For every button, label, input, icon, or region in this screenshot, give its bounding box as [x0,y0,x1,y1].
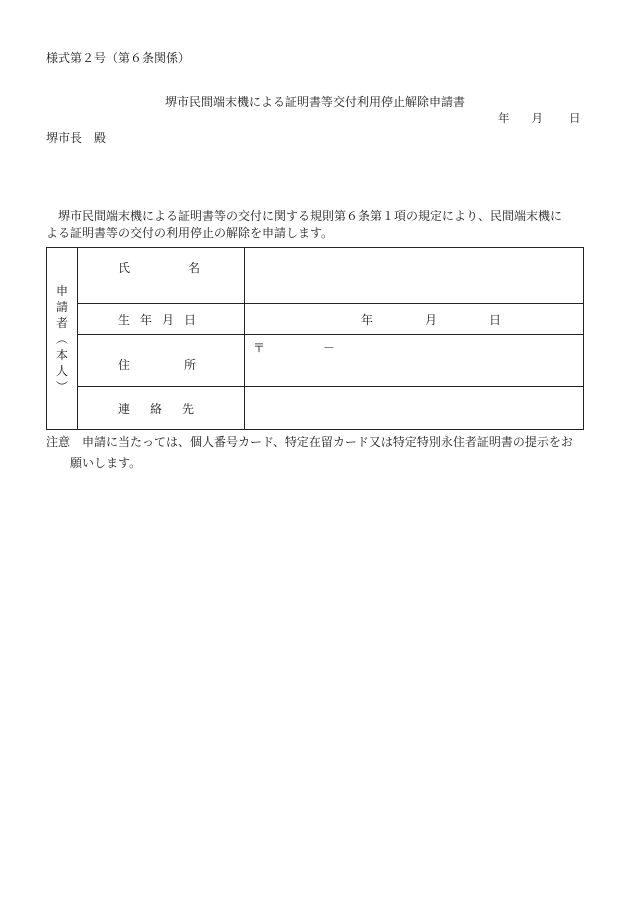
postal-mark: 〒 [253,341,266,355]
statement-line-2: よる証明書等の交付の利用停止の解除を申請します。 [46,226,334,240]
address-label-char: 所 [183,358,196,372]
dob-month: 月 [425,312,438,327]
note-line-1: 注意 申請に当たっては、個人番号カード、特定在留カード又は特定特別永住者証明書の提示をお [46,435,573,449]
name-field[interactable] [245,248,584,304]
date-month: 月 [531,111,543,125]
contact-field[interactable] [245,387,584,430]
contact-label-char: 絡 [149,401,162,416]
date-year: 年 [498,111,510,125]
side-char: ︶ [55,379,68,394]
side-char: 者 [55,315,68,330]
address-label-cell [78,335,245,387]
dob-day: 日 [489,312,502,327]
side-char: 人 [55,363,68,378]
name-label-char: 名 [187,261,200,275]
dob-label-char: 月 [161,312,174,327]
side-char: ︵ [55,331,68,346]
date-day: 日 [569,111,581,125]
application-statement [46,208,584,242]
name-label-cell [78,248,245,304]
name-label-char: 氏 [118,261,131,275]
address-field[interactable] [245,335,584,387]
dob-label-char: 生 [118,312,131,327]
applicant-table [46,247,584,430]
addressee: 堺市長 殿 [46,131,107,145]
dob-label-char: 年 [139,312,152,327]
postal-dash: － [323,341,336,355]
dob-label-cell [78,304,245,335]
statement-line-1: 堺市民間端末機による証明書等の交付に関する規則第６条第１項の規定により、民間端末機に [46,209,563,223]
side-char: 本 [55,347,68,362]
contact-label-char: 連 [118,401,131,416]
date-fields [498,111,581,125]
note-line-2: 願いします。 [70,456,142,470]
side-char: 申 [55,283,68,298]
dob-field[interactable] [245,304,584,335]
form-title: 堺市民間端末機による証明書等交付利用停止解除申請書 [164,95,465,109]
applicant-side-label [47,248,78,430]
dob-label-char: 日 [183,312,196,327]
contact-label-char: 先 [181,401,194,416]
form-number: 様式第２号（第６条関係） [46,51,191,65]
dob-year: 年 [361,312,374,327]
contact-label-cell [78,387,245,430]
side-char: 請 [55,299,68,314]
address-label-char: 住 [118,358,131,372]
